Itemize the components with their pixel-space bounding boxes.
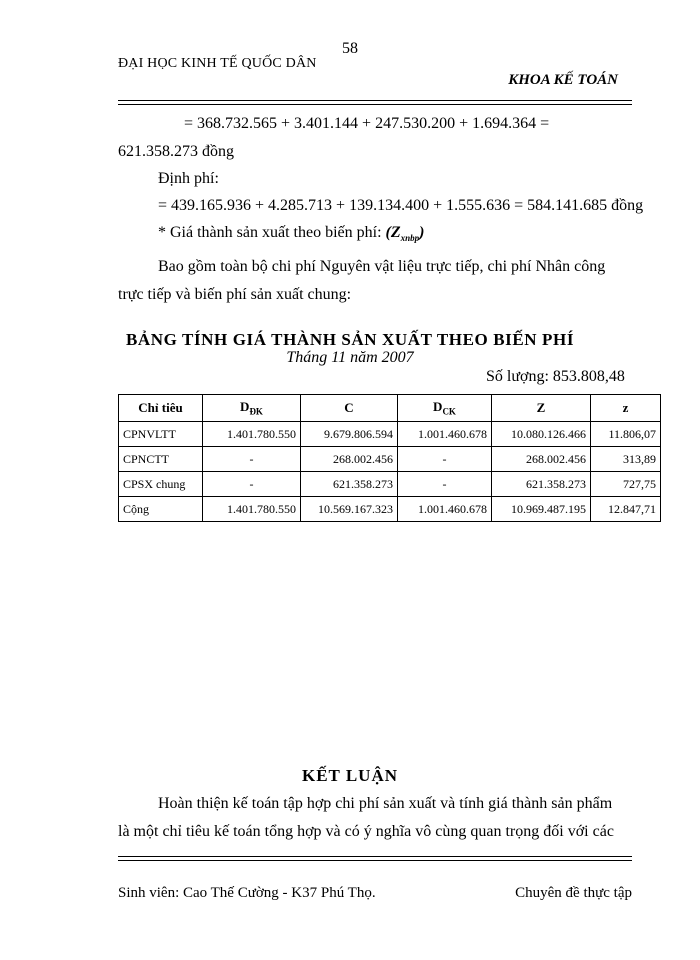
intro-line-1: Bao gồm toàn bộ chi phí Nguyên vật liệu trực tiếp, chi phí Nhân công <box>158 258 606 275</box>
header-rule-top <box>118 100 632 101</box>
row-label: Cộng <box>119 497 203 522</box>
cell-z-total: 621.358.273 <box>492 472 591 497</box>
conclusion-title: KẾT LUẬN <box>301 766 398 785</box>
header-university: ĐẠI HỌC KINH TẾ QUỐC DÂN <box>118 56 317 71</box>
variable-cost-heading <box>158 224 424 243</box>
table-row <box>119 472 661 497</box>
cell-z-unit: 11.806,07 <box>591 422 661 447</box>
cell-d-dk: - <box>203 447 301 472</box>
row-label: CPNCTT <box>119 447 203 472</box>
cell-c: 268.002.456 <box>301 447 398 472</box>
row-label: CPNVLTT <box>119 422 203 447</box>
footer-rule-top <box>118 856 632 857</box>
variable-cost-sum-line: = 368.732.565 + 3.401.144 + 247.530.200 + 1.694.364 = <box>184 115 550 132</box>
fixed-cost-label: Định phí: <box>158 170 219 187</box>
cell-z-unit: 313,89 <box>591 447 661 472</box>
conclusion-line-2: là một chỉ tiêu kế toán tổng hợp và có ý nghĩa vô cùng quan trọng đối với các <box>118 823 614 840</box>
cell-c: 9.679.806.594 <box>301 422 398 447</box>
row-label: CPSX chung <box>119 472 203 497</box>
header-faculty: KHOA KẾ TOÁN <box>508 72 618 88</box>
cell-d-dk: 1.401.780.550 <box>203 497 301 522</box>
cost-table <box>118 394 661 522</box>
header-z-unit: z <box>591 395 661 422</box>
header-chi-tieu: Chỉ tiêu <box>119 395 203 422</box>
cell-d-ck: 1.001.460.678 <box>398 422 492 447</box>
header-z-total: Z <box>492 395 591 422</box>
table-subtitle: Tháng 11 năm 2007 <box>286 349 414 366</box>
cell-d-dk: 1.401.780.550 <box>203 422 301 447</box>
page-number: 58 <box>342 40 358 57</box>
quantity-label: Số lượng: 853.808,48 <box>486 368 625 385</box>
header-c: C <box>301 395 398 422</box>
cell-d-dk: - <box>203 472 301 497</box>
header-rule-bottom <box>118 104 632 105</box>
cell-c: 621.358.273 <box>301 472 398 497</box>
intro-line-2: trực tiếp và biến phí sản xuất chung: <box>118 286 352 303</box>
variable-heading-text: * Giá thành sản xuất theo biến phí: <box>158 224 382 241</box>
header-d-dk: $D_{ĐK}$ <box>203 395 301 422</box>
fixed-cost-formula: = 439.165.936 + 4.285.713 + 139.134.400 + 1.555.636 = 584.141.685 đồng <box>158 197 644 214</box>
table-row <box>119 422 661 447</box>
footer-rule-bottom <box>118 860 632 861</box>
cell-z-total: 268.002.456 <box>492 447 591 472</box>
header-d-ck: $D_{CK}$ <box>398 395 492 422</box>
table-title: BẢNG TÍNH GIÁ THÀNH SẢN XUẤT THEO BIẾN PHÍ <box>125 330 575 349</box>
table-row-total <box>119 497 661 522</box>
cell-c: 10.569.167.323 <box>301 497 398 522</box>
conclusion-line-1: Hoàn thiện kế toán tập hợp chi phí sản xuất và tính giá thành sản phẩm <box>158 795 613 812</box>
footer-topic: Chuyên đề thực tập <box>515 885 632 901</box>
cell-z-unit: 12.847,71 <box>591 497 661 522</box>
cell-d-ck: - <box>398 472 492 497</box>
variable-symbol: $(Z_{xnbp})$ <box>385 224 425 244</box>
cell-d-ck: 1.001.460.678 <box>398 497 492 522</box>
cell-z-unit: 727,75 <box>591 472 661 497</box>
cell-z-total: 10.969.487.195 <box>492 497 591 522</box>
table-header-row <box>119 395 661 422</box>
table-row <box>119 447 661 472</box>
cell-z-total: 10.080.126.466 <box>492 422 591 447</box>
variable-cost-total-line: 621.358.273 đồng <box>118 143 234 160</box>
cell-d-ck: - <box>398 447 492 472</box>
footer-student: Sinh viên: Cao Thế Cường - K37 Phú Thọ. <box>118 885 376 901</box>
